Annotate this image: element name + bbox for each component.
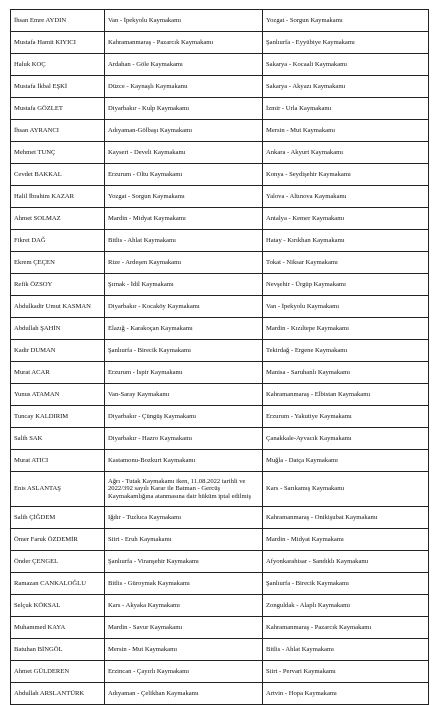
person-name-cell: Salih SAK: [11, 428, 105, 450]
table-row: [11, 186, 429, 208]
current-post-cell: Erzincan - Çayırlı Kaymakamı: [105, 661, 263, 683]
table-row: [11, 142, 429, 164]
new-post-cell: Sakarya - Kocaali Kaymakamı: [263, 54, 429, 76]
current-post-cell: Iğdır - Tuzluca Kaymakamı: [105, 507, 263, 529]
person-name-cell: Ahmet SOLMAZ: [11, 208, 105, 230]
new-post-cell: Çanakkale-Ayvacık Kaymakamı: [263, 428, 429, 450]
table-row: [11, 450, 429, 472]
current-post-cell: Diyarbakır - Kulp Kaymakamı: [105, 98, 263, 120]
person-name-cell: Abdullah ŞAHİN: [11, 318, 105, 340]
new-post-cell: Yalova - Altınova Kaymakamı: [263, 186, 429, 208]
person-name-cell: Kadir DUMAN: [11, 340, 105, 362]
new-post-cell: Kahramanmaraş - Elbistan Kaymakamı: [263, 384, 429, 406]
table-row: [11, 472, 429, 507]
current-post-cell: Kastamonu-Bozkurt Kaymakamı: [105, 450, 263, 472]
current-post-cell: Şırnak - İdil Kaymakamı: [105, 274, 263, 296]
new-post-cell: Antalya - Kemer Kaymakamı: [263, 208, 429, 230]
table-row: [11, 296, 429, 318]
person-name-cell: Muhammed KAYA: [11, 617, 105, 639]
person-name-cell: Batuhan BİNGÖL: [11, 639, 105, 661]
table-row: [11, 639, 429, 661]
person-name-cell: Fikret DAĞ: [11, 230, 105, 252]
current-post-cell: Diyarbakır - Kocaköy Kaymakamı: [105, 296, 263, 318]
current-post-cell: Şanlıurfa - Birecik Kaymakamı: [105, 340, 263, 362]
new-post-cell: Konya - Seydişehir Kaymakamı: [263, 164, 429, 186]
table-row: [11, 120, 429, 142]
new-post-cell: Erzurum - Yakutiye Kaymakamı: [263, 406, 429, 428]
table-row: [11, 529, 429, 551]
current-post-cell: Kayseri - Develi Kaymakamı: [105, 142, 263, 164]
new-post-cell: Afyonkarahisar - Sandıklı Kaymakamı: [263, 551, 429, 573]
new-post-cell: Mardin - Midyat Kaymakamı: [263, 529, 429, 551]
person-name-cell: Salih ÇİĞDEM: [11, 507, 105, 529]
person-name-cell: Haluk KOÇ: [11, 54, 105, 76]
new-post-cell: Sakarya - Akyazı Kaymakamı: [263, 76, 429, 98]
table-row: [11, 551, 429, 573]
person-name-cell: Ekrem ÇEÇEN: [11, 252, 105, 274]
document-page: [10, 9, 428, 705]
new-post-cell: Şanlıurfa - Eyyübiye Kaymakamı: [263, 32, 429, 54]
new-post-cell: Van - İpekyolu Kaymakamı: [263, 296, 429, 318]
table-row: [11, 617, 429, 639]
person-name-cell: Enis ASLANTAŞ: [11, 472, 105, 507]
current-post-cell: Bitlis - Güroymak Kaymakamı: [105, 573, 263, 595]
table-row: [11, 32, 429, 54]
person-name-cell: Murat ACAR: [11, 362, 105, 384]
current-post-cell: Adıyaman-Gölbaşı Kaymakamı: [105, 120, 263, 142]
new-post-cell: Şanlıurfa - Birecik Kaymakamı: [263, 573, 429, 595]
table-row: [11, 507, 429, 529]
person-name-cell: Abdullah ARSLANTÜRK: [11, 683, 105, 705]
current-post-cell: Mardin - Savur Kaymakamı: [105, 617, 263, 639]
new-post-cell: Kahramanmaraş - Pazarcık Kaymakamı: [263, 617, 429, 639]
new-post-cell: Tokat - Niksar Kaymakamı: [263, 252, 429, 274]
table-row: [11, 428, 429, 450]
person-name-cell: Ömer Faruk ÖZDEMİR: [11, 529, 105, 551]
new-post-cell: Bitlis - Ahlat Kaymakamı: [263, 639, 429, 661]
new-post-cell: Yozgat - Sorgun Kaymakamı: [263, 10, 429, 32]
assignment-table: [10, 9, 429, 705]
table-row: [11, 10, 429, 32]
new-post-cell: Tekirdağ - Ergene Kaymakamı: [263, 340, 429, 362]
table-row: [11, 406, 429, 428]
current-post-cell: Mardin - Midyat Kaymakamı: [105, 208, 263, 230]
current-post-cell: Bitlis - Ahlat Kaymakamı: [105, 230, 263, 252]
person-name-cell: Murat ATICI: [11, 450, 105, 472]
new-post-cell: Mardin - Kızıltepe Kaymakamı: [263, 318, 429, 340]
table-row: [11, 661, 429, 683]
person-name-cell: Selçuk KÖKSAL: [11, 595, 105, 617]
table-row: [11, 318, 429, 340]
table-row: [11, 98, 429, 120]
table-row: [11, 76, 429, 98]
current-post-cell: Kahramanmaraş - Pazarcık Kaymakamı: [105, 32, 263, 54]
new-post-cell: Hatay - Kırıkhan Kaymakamı: [263, 230, 429, 252]
table-row: [11, 683, 429, 705]
new-post-cell: Ankara - Akyurt Kaymakamı: [263, 142, 429, 164]
table-row: [11, 573, 429, 595]
current-post-cell: Van-Saray Kaymakamı: [105, 384, 263, 406]
current-post-cell: Yozgat - Sorgun Kaymakamı: [105, 186, 263, 208]
person-name-cell: İhsan AYRANCI: [11, 120, 105, 142]
current-post-cell: Mersin - Mut Kaymakamı: [105, 639, 263, 661]
current-post-cell: Adıyaman - Çelikhan Kaymakamı: [105, 683, 263, 705]
current-post-cell: Kars - Akyaka Kaymakamı: [105, 595, 263, 617]
current-post-cell: Diyarbakır - Hazro Kaymakamı: [105, 428, 263, 450]
new-post-cell: Manisa - Saruhanlı Kaymakamı: [263, 362, 429, 384]
person-name-cell: Abdulkadir Umut KASMAN: [11, 296, 105, 318]
table-row: [11, 340, 429, 362]
current-post-cell: Erzurum - İspir Kaymakamı: [105, 362, 263, 384]
current-post-cell: Erzurum - Oltu Kaymakamı: [105, 164, 263, 186]
new-post-cell: Siirt - Pervari Kaymakamı: [263, 661, 429, 683]
table-row: [11, 208, 429, 230]
assignment-table-body: [11, 10, 429, 705]
person-name-cell: Önder ÇENGEL: [11, 551, 105, 573]
person-name-cell: Mustafa GÖZLET: [11, 98, 105, 120]
person-name-cell: Mehmet TUNÇ: [11, 142, 105, 164]
person-name-cell: Tuncay KALDIRIM: [11, 406, 105, 428]
person-name-cell: Cevdet BAKKAL: [11, 164, 105, 186]
current-post-cell: Düzce - Kaynaşlı Kaymakamı: [105, 76, 263, 98]
new-post-cell: Zonguldak - Alaplı Kaymakamı: [263, 595, 429, 617]
new-post-cell: İzmir - Urla Kaymakamı: [263, 98, 429, 120]
person-name-cell: Mustafa İkbal EŞKİ: [11, 76, 105, 98]
current-post-cell: Van - İpekyolu Kaymakamı: [105, 10, 263, 32]
table-row: [11, 362, 429, 384]
table-row: [11, 164, 429, 186]
current-post-cell: Ardahan - Göle Kaymakamı: [105, 54, 263, 76]
table-row: [11, 252, 429, 274]
current-post-cell: Elazığ - Karakoçan Kaymakamı: [105, 318, 263, 340]
current-post-cell: Şanlıurfa - Viranşehir Kaymakamı: [105, 551, 263, 573]
table-row: [11, 274, 429, 296]
current-post-cell: Siirt - Eruh Kaymakamı: [105, 529, 263, 551]
person-name-cell: Mustafa Hamit KIYICI: [11, 32, 105, 54]
person-name-cell: Halil İbrahim KAZAR: [11, 186, 105, 208]
new-post-cell: Nevşehir - Ürgüp Kaymakamı: [263, 274, 429, 296]
current-post-cell: Ağrı - Tutak Kaymakamı iken, 11.08.2022 tarihli ve 2022/392 sayılı Karar ile Batman - Gercüş Kaymakamlığına atanmasına dair hüküm iptal edilmiş: [105, 472, 263, 507]
person-name-cell: İhsan Emre AYDIN: [11, 10, 105, 32]
person-name-cell: Yunus ATAMAN: [11, 384, 105, 406]
table-row: [11, 230, 429, 252]
new-post-cell: Kahramanmaraş - Onikişubat Kaymakamı: [263, 507, 429, 529]
person-name-cell: Refik ÖZSOY: [11, 274, 105, 296]
table-row: [11, 595, 429, 617]
new-post-cell: Muğla - Datça Kaymakamı: [263, 450, 429, 472]
table-row: [11, 54, 429, 76]
new-post-cell: Artvin - Hopa Kaymakamı: [263, 683, 429, 705]
person-name-cell: Ahmet GÜLDEREN: [11, 661, 105, 683]
person-name-cell: Ramazan CANKALOĞLU: [11, 573, 105, 595]
new-post-cell: Mersin - Mut Kaymakamı: [263, 120, 429, 142]
current-post-cell: Diyarbakır - Çüngüş Kaymakamı: [105, 406, 263, 428]
new-post-cell: Kars - Sarıkamış Kaymakamı: [263, 472, 429, 507]
table-row: [11, 384, 429, 406]
current-post-cell: Rize - Ardeşen Kaymakamı: [105, 252, 263, 274]
